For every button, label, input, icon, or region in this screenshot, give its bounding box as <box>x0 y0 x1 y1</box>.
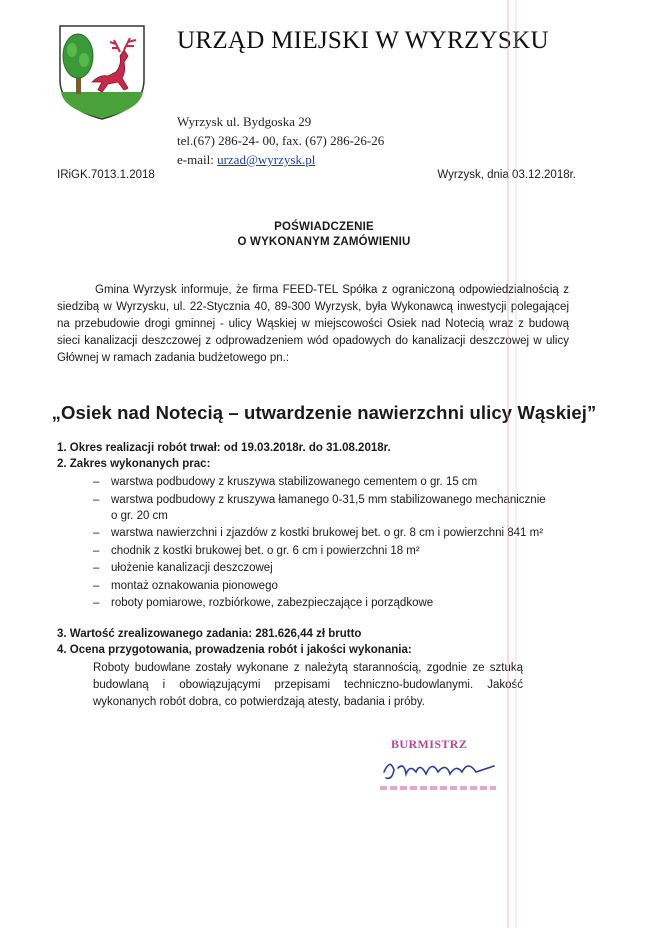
scope-item-text: warstwa podbudowy z kruszywa stabilizowanego cementem o gr. 15 cm <box>111 476 478 488</box>
document-title-line2: O WYKONANYM ZAMÓWIENIU <box>237 236 411 248</box>
scope-item <box>93 595 553 611</box>
list-dash: – <box>93 544 100 557</box>
scope-item-text: warstwa podbudowy z kruszywa łamanego 0-31,5 mm stabilizowanego mechanicznie o gr. 20 cm <box>111 493 546 522</box>
section-contract-value: 3. Wartość zrealizowanego zadania: 281.626,44 zł brutto <box>57 628 362 640</box>
list-dash: – <box>93 562 100 574</box>
section-scope-heading: 2. Zakres wykonanych prac: <box>57 458 211 470</box>
document-title-line1: POŚWIADCZENIE <box>274 221 374 233</box>
list-dash: – <box>93 527 100 539</box>
scope-item <box>93 543 553 559</box>
section-assessment-heading: 4. Ocena przygotowania, prowadzenia robót i jakości wykonania: <box>57 644 412 656</box>
scope-list <box>93 474 553 613</box>
list-dash: – <box>93 493 100 506</box>
section-realization-period: 1. Okres realizacji robót trwał: od 19.03.2018r. do 31.08.2018r. <box>57 442 391 454</box>
list-dash: – <box>93 476 100 488</box>
scope-item-text: warstwa nawierzchni i zjazdów z kostki brukowej bet. o gr. 8 cm i powierzchni 841 m² <box>111 527 544 539</box>
coat-of-arms-icon <box>56 22 148 122</box>
scope-item-text: chodnik z kostki brukowej bet. o gr. 6 cm i powierzchni 18 m² <box>111 544 420 557</box>
assessment-paragraph: Roboty budowlane zostały wykonane z należytą starannością, zgodnie ze sztuką budowlaną i obowiązującymi przepisami techniczno-budowlanymi. Jakość wykonanych robót dobra, co potwierdzają atesty, badania i próby. <box>93 662 523 708</box>
office-title: URZĄD MIEJSKI W WYRZYSKU <box>177 27 549 54</box>
email-label: e-mail: <box>177 152 218 167</box>
scope-item <box>93 525 553 541</box>
email-link[interactable]: urzad@wyrzysk.pl <box>217 152 316 167</box>
address-phone-fax: tel.(67) 286-24- 00, fax. (67) 286-26-26 <box>177 133 385 148</box>
address-email-line <box>177 152 315 168</box>
scope-item <box>93 560 553 576</box>
project-title: „Osiek nad Notecią – utwardzenie nawierzchni ulicy Wąskiej” <box>51 402 597 423</box>
signature-stamp-image <box>376 752 516 796</box>
scope-item <box>93 578 553 594</box>
scope-item <box>93 492 553 524</box>
intro-paragraph: Gmina Wyrzysk informuje, że firma FEED-TEL Spółka z ograniczoną odpowiedzialnością z siedzibą w Wyrzysku, ul. 22-Stycznia 40, 89-300 Wyrzysk, była Wykonawcą inwestycji polegającej na przebudowie drogi gminnej - ulicy Wąskiej w miejscowości Osiek nad Notecią wraz z budową sieci kanalizacji deszczowej z odprowadzeniem wód opadowych do kanalizacji deszczowej w ulicy Głównej w ramach zadania budżetowego pn.: <box>57 284 569 364</box>
scope-item-text: ułożenie kanalizacji deszczowej <box>111 562 273 574</box>
signatory-role: BURMISTRZ <box>391 737 468 751</box>
reference-number: IRiGK.7013.1.2018 <box>57 169 155 181</box>
list-dash: – <box>93 579 100 592</box>
list-dash: – <box>93 597 100 609</box>
scope-item-text: montaż oznakowania pionowego <box>111 579 278 592</box>
scope-item-text: roboty pomiarowe, rozbiórkowe, zabezpieczające i porządkowe <box>111 597 434 609</box>
address-street: Wyrzysk ul. Bydgoska 29 <box>177 114 312 129</box>
scope-item <box>93 474 553 490</box>
document-date: Wyrzysk, dnia 03.12.2018r. <box>437 169 576 181</box>
